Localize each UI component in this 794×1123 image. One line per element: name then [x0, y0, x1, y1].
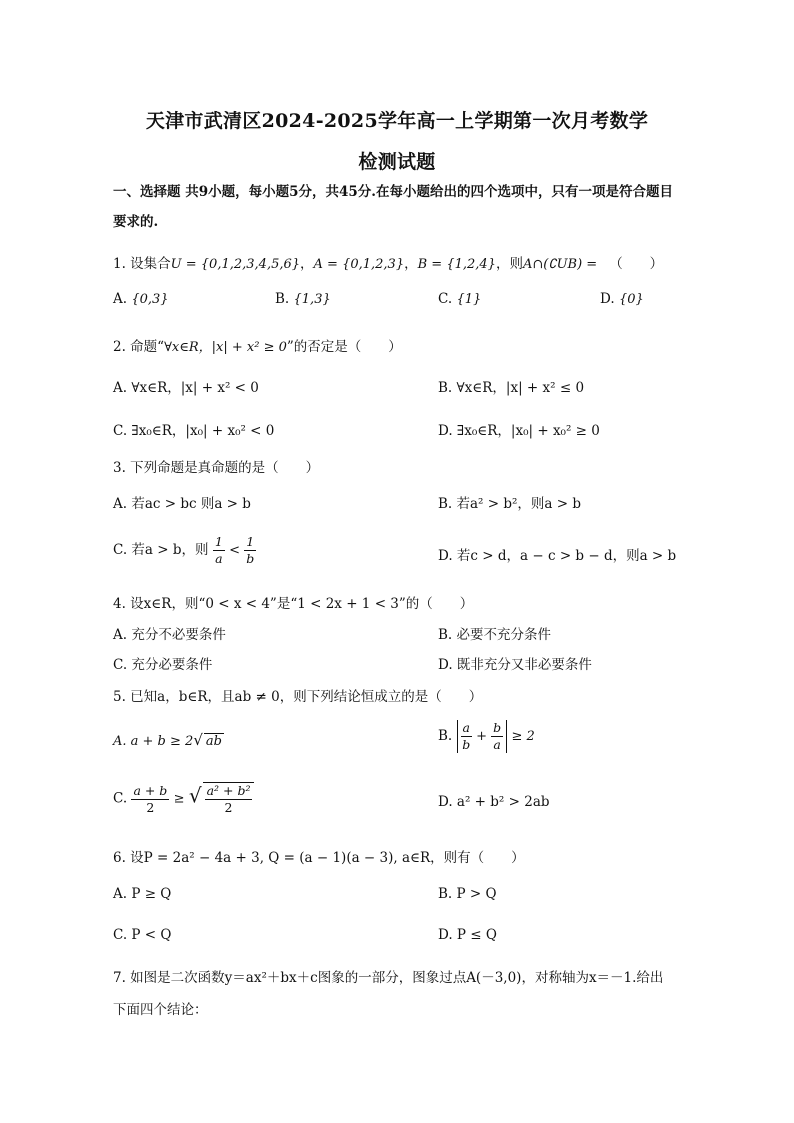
q5-option-a: A. a + b ≥ 2√ ab [113, 731, 222, 749]
q5-option-b: B. $\frac{a}{b}$ + $\frac{b}{a}$ ≥ 2 [438, 720, 535, 752]
q1-option-c: C. {1} [438, 291, 482, 307]
q1-option-a: A. {0,3} [113, 291, 169, 307]
question-7-line-2: 下面四个结论： [113, 1002, 208, 1018]
q2-option-c: C. ∃x₀∈R，|x₀| + x₀² < 0 [113, 423, 275, 439]
q6-option-b: B. P > Q [438, 886, 497, 902]
q3-option-c: C. 若a > b，则 $\frac{1}{a}$ < $\frac{1}{b}$ [113, 534, 255, 566]
q4-option-d: D. 既非充分又非必要条件 [438, 657, 592, 673]
absolute-value-bars: $\frac{a}{b}$ + $\frac{b}{a}$ [457, 720, 508, 753]
q2-option-a: A. ∀x∈R，|x| + x² < 0 [113, 380, 259, 396]
question-7-line-1: 7. 如图是二次函数y＝ax²＋bx＋c图象的一部分，图象过点A(－3,0)，对称轴为x＝－1.给出 [113, 970, 664, 986]
q5-option-c: C. $\frac{a + b}{2}$ ≥ √ $\frac{\text{a² + b²}}{2}$ [113, 782, 254, 816]
question-3: 3. 下列命题是真命题的是（ ） [113, 460, 320, 476]
q1-option-b: B. {1,3} [275, 291, 331, 307]
question-2: 2. 命题“∀x∈R，|x| + x² ≥ 0”的否定是（ ） [113, 339, 402, 355]
q4-option-a: A. 充分不必要条件 [113, 627, 226, 643]
fraction-1-over-b: $\frac{1}{b}$ [246, 534, 255, 566]
q3-option-d: D. 若c > d，a − c > b − d，则a > b [438, 548, 677, 564]
question-1: 1. 设集合U = {0,1,2,3,4,5,6}，A = {0,1,2,3}，B = {1,2,4}，则A∩(∁UB) = （ ） [113, 256, 664, 272]
q1-option-d: D. {0} [600, 291, 644, 307]
question-6: 6. 设P = 2a² − 4a + 3, Q = (a − 1)(a − 3), a∈R，则有（ ） [113, 850, 525, 866]
q6-option-d: D. P ≤ Q [438, 927, 497, 943]
page-title: 天津市武清区2024-2025学年高一上学期第一次月考数学 [145, 110, 649, 132]
question-5: 5. 已知a，b∈R，且ab ≠ 0，则下列结论恒成立的是（ ） [113, 689, 483, 705]
q2-option-d: D. ∃x₀∈R，|x₀| + x₀² ≥ 0 [438, 423, 600, 439]
q3-option-a: A. 若ac > bc 则a > b [113, 496, 251, 512]
question-4: 4. 设x∈R，则“0 < x < 4”是“1 < 2x + 1 < 3”的（ ） [113, 596, 474, 612]
q5-option-d: D. a² + b² > 2ab [438, 794, 550, 810]
q2-option-b: B. ∀x∈R，|x| + x² ≤ 0 [438, 380, 585, 396]
page-subtitle: 检测试题 [358, 151, 436, 173]
q6-option-a: A. P ≥ Q [113, 886, 172, 902]
q4-option-c: C. 充分必要条件 [113, 657, 213, 673]
section-instructions: 一、选择题 共9小题，每小题5分，共45分.在每小题给出的四个选项中，只有一项是符合题目要求的. [113, 184, 673, 230]
fraction-1-over-a: $\frac{1}{a}$ [214, 534, 223, 566]
q3-option-b: B. 若a² > b²，则a > b [438, 496, 581, 512]
q6-option-c: C. P < Q [113, 927, 172, 943]
q4-option-b: B. 必要不充分条件 [438, 627, 552, 643]
